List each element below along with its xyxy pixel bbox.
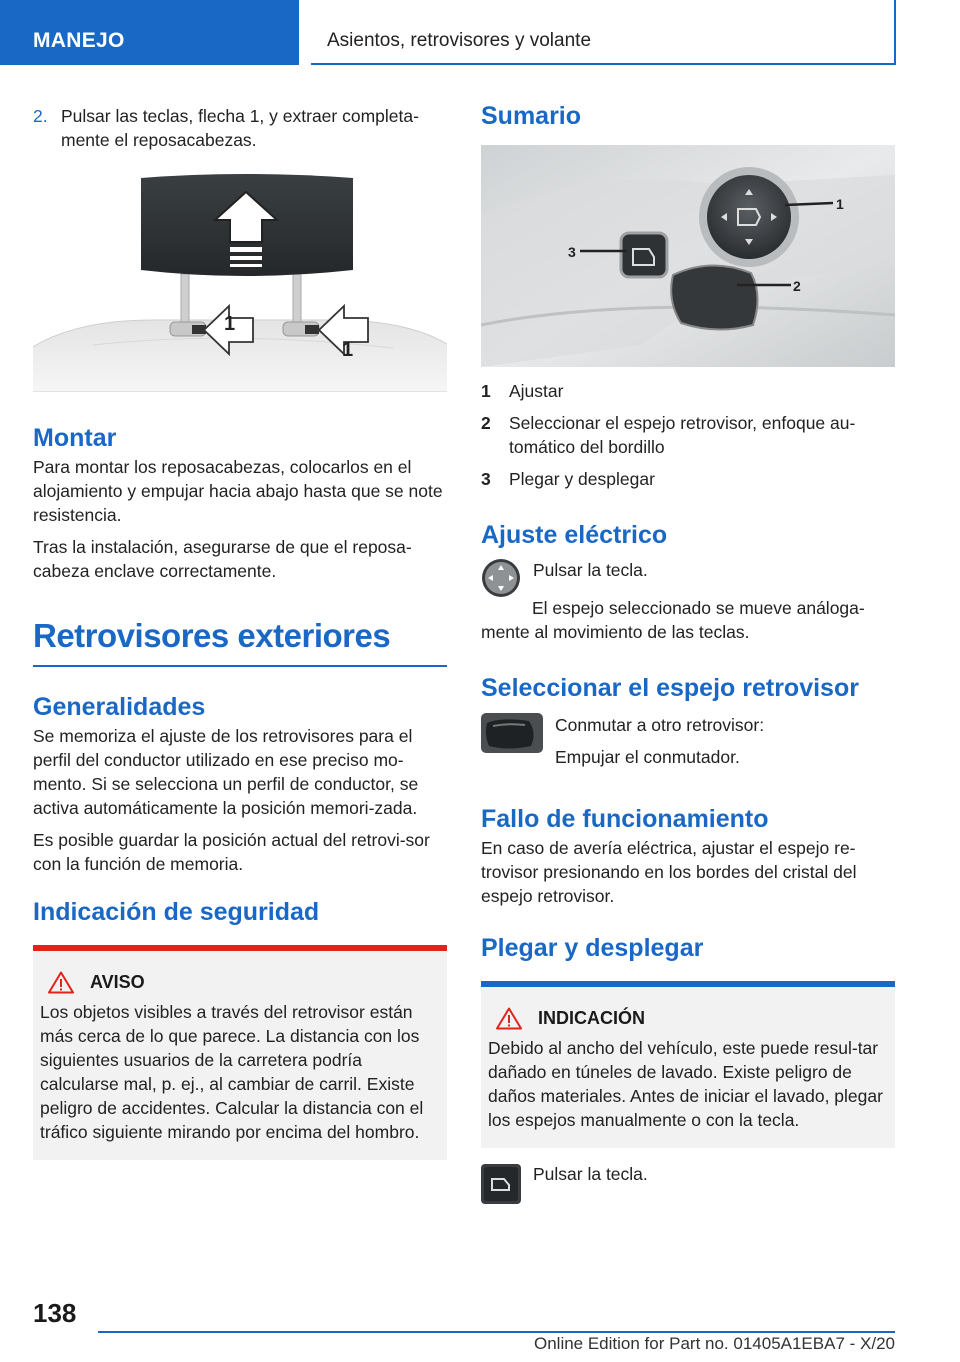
legend-text: Ajustar <box>509 381 564 401</box>
step-2 <box>33 104 447 152</box>
note-text: Debido al ancho del vehículo, este puede resul-tar dañado en túneles de lavado. Existe peligro de daños materiales. Antes de iniciar el lavado, plegar los espejos manualmente o con la tecla. <box>488 1038 883 1130</box>
ajuste-electrico-heading: Ajuste eléctrico <box>481 521 668 549</box>
figure-label-1: 1 <box>836 196 844 212</box>
mirror-adjust-button-icon <box>481 558 521 598</box>
figure-label-1a: 1 <box>224 313 236 335</box>
step-number: 2. <box>33 106 48 126</box>
ajuste-paragraph-1: Pulsar la tecla. <box>533 560 648 580</box>
seleccionar-paragraph-2: Empujar el conmutador. <box>555 747 740 767</box>
headrest-illustration <box>33 170 447 392</box>
montar-paragraph-1: Para montar los reposacabezas, colocarlos en el alojamiento y empujar hacia abajo hasta que se note resistencia. <box>33 457 443 525</box>
step-text: Pulsar las teclas, flecha 1, y extraer completa-mente el reposacabezas. <box>61 106 419 150</box>
section-tab <box>0 0 299 65</box>
left-column <box>33 100 447 1160</box>
warning-box <box>33 945 447 1160</box>
warning-text: Los objetos visibles a través del retrovisor están más cerca de lo que parece. La distancia con los siguientes usuarios de la carretera podría calcularse mal, p. ej., al cambiar de carril. Existe peligro de accidentes. Calcular la distancia con el tráfico siguiente mirando por encima del hombro. <box>40 1002 424 1142</box>
seleccionar-heading: Seleccionar el espejo retrovisor <box>481 674 859 702</box>
note-box <box>481 981 895 1148</box>
seleccionar-block <box>481 713 895 777</box>
generalidades-heading: Generalidades <box>33 693 206 721</box>
retrovisores-heading: Retrovisores exteriores <box>33 617 391 654</box>
mirror-fold-button-icon <box>481 1164 521 1204</box>
mirror-controls-illustration <box>481 145 895 367</box>
plegar-paragraph: Pulsar la tecla. <box>533 1164 648 1184</box>
figure-label-1b: 1 <box>342 339 354 361</box>
heading-rule <box>33 665 447 667</box>
fallo-heading: Fallo de funcionamiento <box>481 805 769 833</box>
figure-label-3: 3 <box>568 244 576 260</box>
fallo-paragraph: En caso de avería eléctrica, ajustar el espejo re-trovisor presionando en los bordes del cristal del espejo retrovisor. <box>481 838 857 906</box>
warning-triangle-icon <box>48 971 74 994</box>
seleccionar-paragraph-1: Conmutar a otro retrovisor: <box>555 715 765 735</box>
plegar-heading: Plegar y desplegar <box>481 934 704 962</box>
footer-rule <box>98 1331 895 1333</box>
legend-list <box>481 379 895 491</box>
legend-item <box>481 379 895 403</box>
chapter-header <box>311 0 896 65</box>
section-title: MANEJO <box>33 29 125 52</box>
legend-text: Plegar y desplegar <box>509 469 655 489</box>
montar-paragraph-2: Tras la instalación, asegurarse de que el reposa-cabeza enclave correctamente. <box>33 537 412 581</box>
legend-text: Seleccionar el espejo retrovisor, enfoque au-tomático del bordillo <box>509 413 856 457</box>
seguridad-heading: Indicación de seguridad <box>33 898 320 926</box>
montar-heading: Montar <box>33 424 117 452</box>
generalidades-paragraph-1: Se memoriza el ajuste de los retrovisores para el perfil del conductor utilizado en ese preciso mo-mento. Si se selecciona un perfil de conductor, se activa automáticamente la posición memori-zada. <box>33 726 419 818</box>
figure-label-2: 2 <box>793 278 801 294</box>
generalidades-paragraph-2: Es posible guardar la posición actual del retrovi-sor con la función de memoria. <box>33 830 430 874</box>
sumario-heading: Sumario <box>481 102 582 130</box>
plegar-block <box>481 1164 895 1204</box>
right-column <box>481 100 895 1204</box>
ajuste-paragraph-2: El espejo seleccionado se mueve análoga-mente al movimiento de las teclas. <box>481 598 865 642</box>
chapter-title: Asientos, retrovisores y volante <box>327 30 592 51</box>
warning-title: AVISO <box>90 972 145 992</box>
ajuste-electrico-block <box>481 558 895 598</box>
page-number: 138 <box>33 1298 77 1328</box>
legend-number: 2 <box>481 413 491 433</box>
legend-item <box>481 411 895 459</box>
note-title: INDICACIÓN <box>538 1008 645 1028</box>
caution-triangle-icon <box>496 1007 522 1030</box>
legend-number: 1 <box>481 381 491 401</box>
footer-edition: Online Edition for Part no. 01405A1EBA7 - X/20 <box>533 1334 895 1353</box>
legend-number: 3 <box>481 469 491 489</box>
mirror-selector-switch-icon <box>481 713 543 753</box>
legend-item <box>481 467 895 491</box>
